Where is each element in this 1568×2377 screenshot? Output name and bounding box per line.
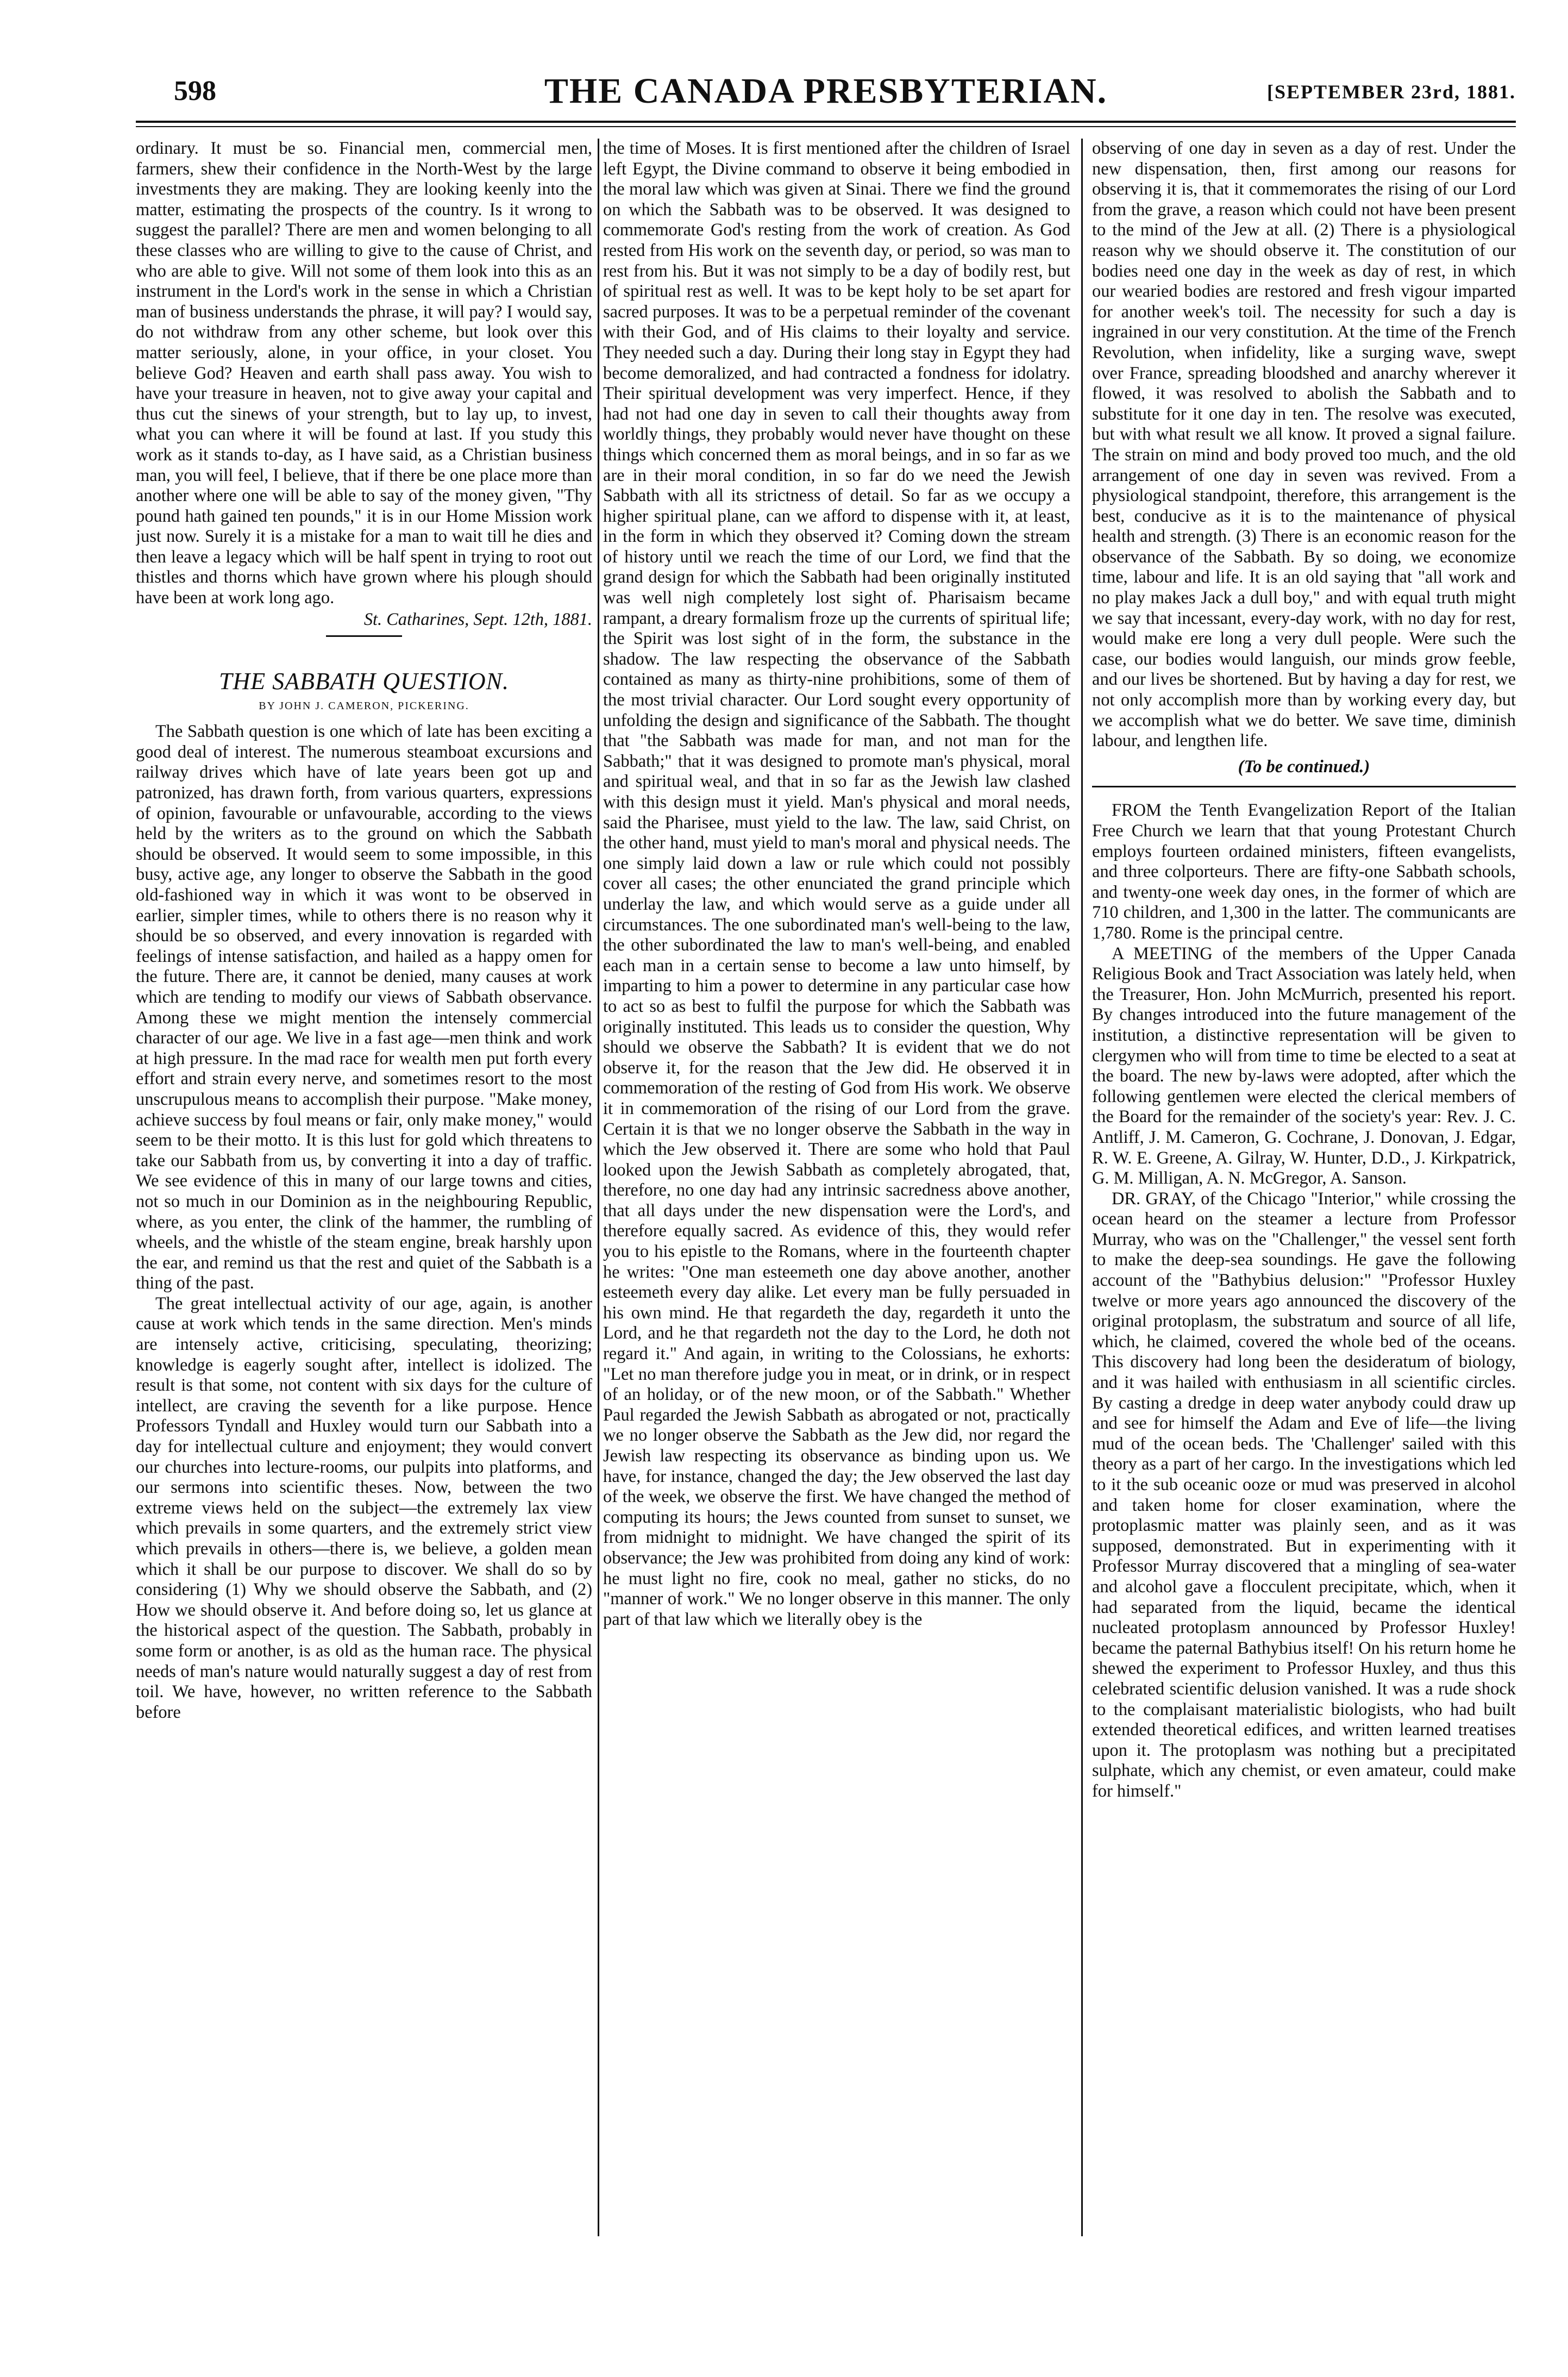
- header-rule-bottom: [136, 126, 1516, 127]
- column-2: [603, 139, 1070, 2236]
- column-divider-left: [598, 139, 599, 2236]
- article-title: THE SABBATH QUESTION.: [219, 668, 509, 695]
- column-divider-right: [1081, 139, 1083, 2236]
- article-paragraph: The great intellectual activity of our age, again, is another cause at work which tends in the same direction. Men's minds are intensely active, criticising, speculating, theorizing; knowledge is eagerly sought after, intellect is idolized. The result is that some, not content with six days for the culture of intellect, are craving the seventh for a like purpose. Hence Professors Tyndall and Huxley would turn our Sabbath into a day for intellectual culture and enjoyment; they would convert our churches into lecture-rooms, our pulpits into platforms, and our sermons into scientific theses. Now, between the two extreme views held on the subject—the extremely lax view which prevails in some quarters, and the extremely strict view which prevails in others—there is, we believe, a golden mean which it shall be our purpose to discover. We shall do so by considering (1) Why we should observe the Sabbath, and (2) How we should observe it. And before doing so, let us glance at the historical aspect of the question. The Sabbath, probably in some form or another, is as old as the human race. The physical needs of man's nature would naturally suggest a day of rest from toil. We have, however, no written reference to the Sabbath before: [136, 1293, 592, 1722]
- section-separator: [326, 635, 402, 637]
- header-rule-top: [136, 121, 1516, 123]
- article-paragraph: observing of one day in seven as a day of rest. Under the new dispensation, then, first among our reasons for observing it is, that it commemorates the rising of our Lord from the grave, a reason which could not have been present to the mind of the Jew at all. (2) There is a physiological reason why we should observe it. The constitution of our bodies need one day in the week as day of rest, in which our wearied bodies are restored and fresh vigour imparted for another week's toil. The necessity for such a day is ingrained in our very constitution. At the time of the French Revolution, when infidelity, like a surging wave, swept over France, spreading bloodshed and anarchy wherever it flowed, it was resolved to abolish the Sabbath and to substitute for it one day in ten. The resolve was executed, but with what result we all know. It proved a signal failure. The strain on mind and body proved too much, and the old arrangement of one day in seven was revived. From a physiological standpoint, therefore, this arrangement is the best, conducive as it is to the maintenance of physical health and strength. (3) There is an economic reason for the observance of the Sabbath. By so doing, we economize time, labour and life. It is an old saying that "all work and no play makes Jack a dull boy," and with equal truth might we say that incessant, every-day work, with no day for rest, would make ere long a very dull people. Were such the case, our bodies would languish, our minds grow feeble, and our lives be shortened. But by having a day for rest, we not only accomplish more than by working every day, but we accomplish what we do better. We save time, diminish labour, and lengthen life.: [1092, 139, 1516, 751]
- column-3: [1092, 139, 1516, 2236]
- issue-date: [SEPTEMBER 23rd, 1881.: [1266, 81, 1516, 103]
- article-paragraph: the time of Moses. It is first mentioned after the children of Israel left Egypt, the Divine command to observe it being embodied in the moral law which was given at Sinai. There we find the ground on which the Sabbath was to be observed. It was designed to commemorate God's resting from the work of creation. As God rested from His work on the seventh day, or period, so was man to rest from his. But it was not simply to be a day of bodily rest, but of spiritual rest as well. It was to be kept holy to be set apart for sacred purposes. It was to be a perpetual reminder of the covenant with their God, and of His claims to their loyalty and service. They needed such a day. During their long stay in Egypt they had become demoralized, and had contracted a fondness for idolatry. Their spiritual development was very imperfect. Hence, if they had not had one day in seven to call their thoughts away from worldly things, they probably would never have thought on these things which concerned them as moral beings, and in so far as we are in their moral condition, in so far do we need the Jewish Sabbath with all its strictness of detail. So far as we occupy a higher spiritual plane, can we afford to dispense with it, at least, in the form in which they observed it? Coming down the stream of history until we reach the time of our Lord, we find that the grand design for which the Sabbath had been originally instituted was well nigh completely lost sight of. Pharisaism became rampant, a dreary formalism froze up the currents of spiritual life; the Spirit was lost sight of in the form, the substance in the shadow. The law respecting the observance of the Sabbath contained as many as thirty-nine prohibitions, some of them of the most trivial character. Our Lord sought every opportunity of unfolding the design and significance of the Sabbath. The thought that "the Sabbath was made for man, and not man for the Sabbath;" that it was designed to promote man's physical, moral and spiritual weal, and that in so far as the Jewish law clashed with this design must it yield. Man's physical and moral needs, said the Pharisee, must yield to the law. The law, said Christ, on the other hand, must yield to man's moral and physical needs. The one simply laid down a law or rule which could not possibly cover all cases; the other enunciated the grand principle which underlay the law, and which would serve as a guide under all circumstances. The one subordinated man's well-being to the law, the other subordinated the law to man's well-being, and enabled each man in a certain sense to become a law unto himself, by imparting to him a power to determine in any particular case how to act so as best to fulfil the purpose for which the Sabbath was originally instituted. This leads us to consider the question, Why should we observe the Sabbath? It is evident that we do not observe it, for the reason that the Jew did. He observed it in commemoration of the resting of God from His work. We observe it in commemoration of the rising of our Lord from the grave. Certain it is that we no longer observe the Sabbath in the way in which the Jew observed it. There are some who hold that Paul looked upon the Jewish Sabbath as completely abrogated, that, therefore, no one day had any intrinsic sacredness above another, that all days under the new dispensation were the Lord's, and therefore equally sacred. As evidence of this, they would refer you to his epistle to the Romans, where in the fourteenth chapter he writes: "One man esteemeth one day above another, another esteemeth every day alike. Let every man be fully persuaded in his own mind. He that regardeth the day, regardeth it unto the Lord, and he that regardeth not the day to the Lord, he doth not regard it." And again, in writing to the Colossians, he exhorts: "Let no man therefore judge you in meat, or in drink, or in respect of an holiday, or of the new moon, or of the Sabbath." Whether Paul regarded the Jewish Sabbath as abrogated or not, practically we no longer observe the Sabbath as the Jew did, nor regard the Jewish law respecting its observance as binding upon us. We have, for instance, changed the day; the Jew observed the last day of the week, we observe the first. We have changed the method of computing its hours; the Jews counted from sunset to sunset, we from midnight to midnight. We have changed the spirit of its observance; the Jew was prohibited from doing any kind of work: he must light no fire, cook no meal, gather no sticks, do no "manner of work." We no longer observe in this manner. The only part of that law which we literally obey is the: [603, 139, 1070, 1629]
- news-item: A MEETING of the members of the Upper Canada Religious Book and Tract Association was lately held, when the Treasurer, Hon. John McMurrich, presented his report. By changes introduced into the future management of the institution, a distinctive representation will be given to clergymen who will from time to time be elected to a seat at the board. The new by-laws were adopted, after which the following gentlemen were elected the clerical members of the Board for the remainder of the society's year: Rev. J. C. Antliff, J. M. Cameron, G. Cochrane, J. Donovan, J. Edgar, R. W. E. Greene, A. Gilray, W. Hunter, D.D., J. Kirkpatrick, G. M. Milligan, A. N. McGregor, A. Sanson.: [1092, 943, 1516, 1188]
- article-signature: St. Catharines, Sept. 12th, 1881.: [363, 609, 592, 629]
- news-item: DR. GRAY, of the Chicago "Interior," while crossing the ocean heard on the steamer a lecture from Professor Murray, who was on the "Challenger," the vessel sent forth to make the deep-sea soundings. He gave the following account of the "Bathybius delusion:" "Professor Huxley twelve or more years ago announced the discovery of the original protoplasm, the substratum and source of all life, which, he claimed, covered the whole bed of the oceans. This discovery had long been the desideratum of biology, and it was hailed with enthusiasm in all scientific circles. By casting a dredge in deep water anybody could draw up and see for himself the Adam and Eve of life—the living mud of the ocean beds. The 'Challenger' sailed with this theory as a part of her cargo. In the investigations which led to it the sub oceanic ooze or mud was preserved in alcohol and taken home for closer examination, where the protoplasmic matter was plainly seen, and as it was supposed, demonstrated. But in experimenting with it Professor Murray discovered that a mingling of sea-water and alcohol gave a flocculent precipitate, which, when it had separated from the liquid, became the identical nucleated protoplasm announced by Professor Huxley! became the paternal Bathybius itself! On his return home he shewed the experiment to Professor Huxley, and thus this celebrated scientific delusion vanished. It was a rude shock to the complaisant materialistic biologists, who had built extended theoretical edifices, and written learned treatises upon it. The protoplasm was nothing but a precipitated sulphate, which any chemist, or even amateur, could make for himself.": [1092, 1188, 1516, 1801]
- news-separator: [1092, 786, 1516, 787]
- news-item: FROM the Tenth Evangelization Report of the Italian Free Church we learn that that young Protestant Church employs fourteen ordained ministers, fifteen evangelists, and three colporteurs. There are fifty-one Sabbath schools, and twenty-one week day ones, in the former of which are 710 children, and 1,300 in the latter. The communicants are 1,780. Rome is the principal centre.: [1092, 800, 1516, 943]
- masthead-title: THE CANADA PRESBYTERIAN.: [544, 71, 1108, 111]
- closing-paragraph: ordinary. It must be so. Financial men, commercial men, farmers, shew their confidence in the North-West by the large investments they are making. They are looking keenly into the matter, estimating the prospects of the country. Is it wrong to suggest the parallel? There are men and women belonging to all these classes who are willing to give to the cause of Christ, and who are able to give. Will not some of them look into this as an instrument in the Lord's work in the sense in which a Christian man of business understands the phrase, it will pay? I would say, do not withdraw from any other scheme, but look over this matter seriously, alone, in your office, in your closet. You believe God? Heaven and earth shall pass away. You wish to have your treasure in heaven, not to give away your capital and thus cut the sinews of your strength, but to lay up, to invest, what you can where it will be found at last. If you study this work as it stands to-day, as I have said, as a Christian business man, you will feel, I believe, that if there be one place more than another where one will be able to say of the money given, "Thy pound hath gained ten pounds," it is in our Home Mission work just now. Surely it is a mistake for a man to wait till he dies and then leave a legacy which will be half spent in trying to root out thistles and thorns which have grown where his plough should have been at work long ago.: [136, 139, 592, 608]
- page-header: [136, 71, 1516, 114]
- column-1: [136, 139, 592, 2236]
- article-paragraph: The Sabbath question is one which of late has been exciting a good deal of interest. The numerous steamboat excursions and railway drives which have of late years been got up and patronized, has drawn forth, from various quarters, expressions of opinion, favourable or unfavourable, according to the views held by the writers as to the ground on which the Sabbath should be observed. It would seem to some impossible, in this busy, active age, any longer to observe the Sabbath in the good old-fashioned way in which it was wont to be observed in earlier, simpler times, while to others there is no reason why it should be so observed, and every innovation is regarded with feelings of intense satisfaction, and hailed as a happy omen for the future. There are, it cannot be denied, many causes at work which are tending to modify our views of Sabbath observance. Among these we might mention the intensely commercial character of our age. We live in a fast age—men think and work at high pressure. In the mad race for wealth men put forth every effort and strain every nerve, and sometimes resort to the most unscrupulous means to accomplish their purpose. "Make money, achieve success by foul means or fair, only make money," would seem to be their motto. It is this lust for gold which threatens to take our Sabbath from us, by converting it into a day of traffic. We see evidence of this in many of our large towns and cities, not so much in our Dominion as in the neighbouring Republic, where, as you enter, the clink of the hammer, the rumbling of wheels, and the whistle of the steam engine, break harshly upon the ear, and remind us that the rest and quiet of the Sabbath is a thing of the past.: [136, 722, 592, 1293]
- page-number: 598: [174, 76, 216, 107]
- to-be-continued: (To be continued.): [1238, 756, 1370, 777]
- article-byline: BY JOHN J. CAMERON, PICKERING.: [259, 700, 469, 712]
